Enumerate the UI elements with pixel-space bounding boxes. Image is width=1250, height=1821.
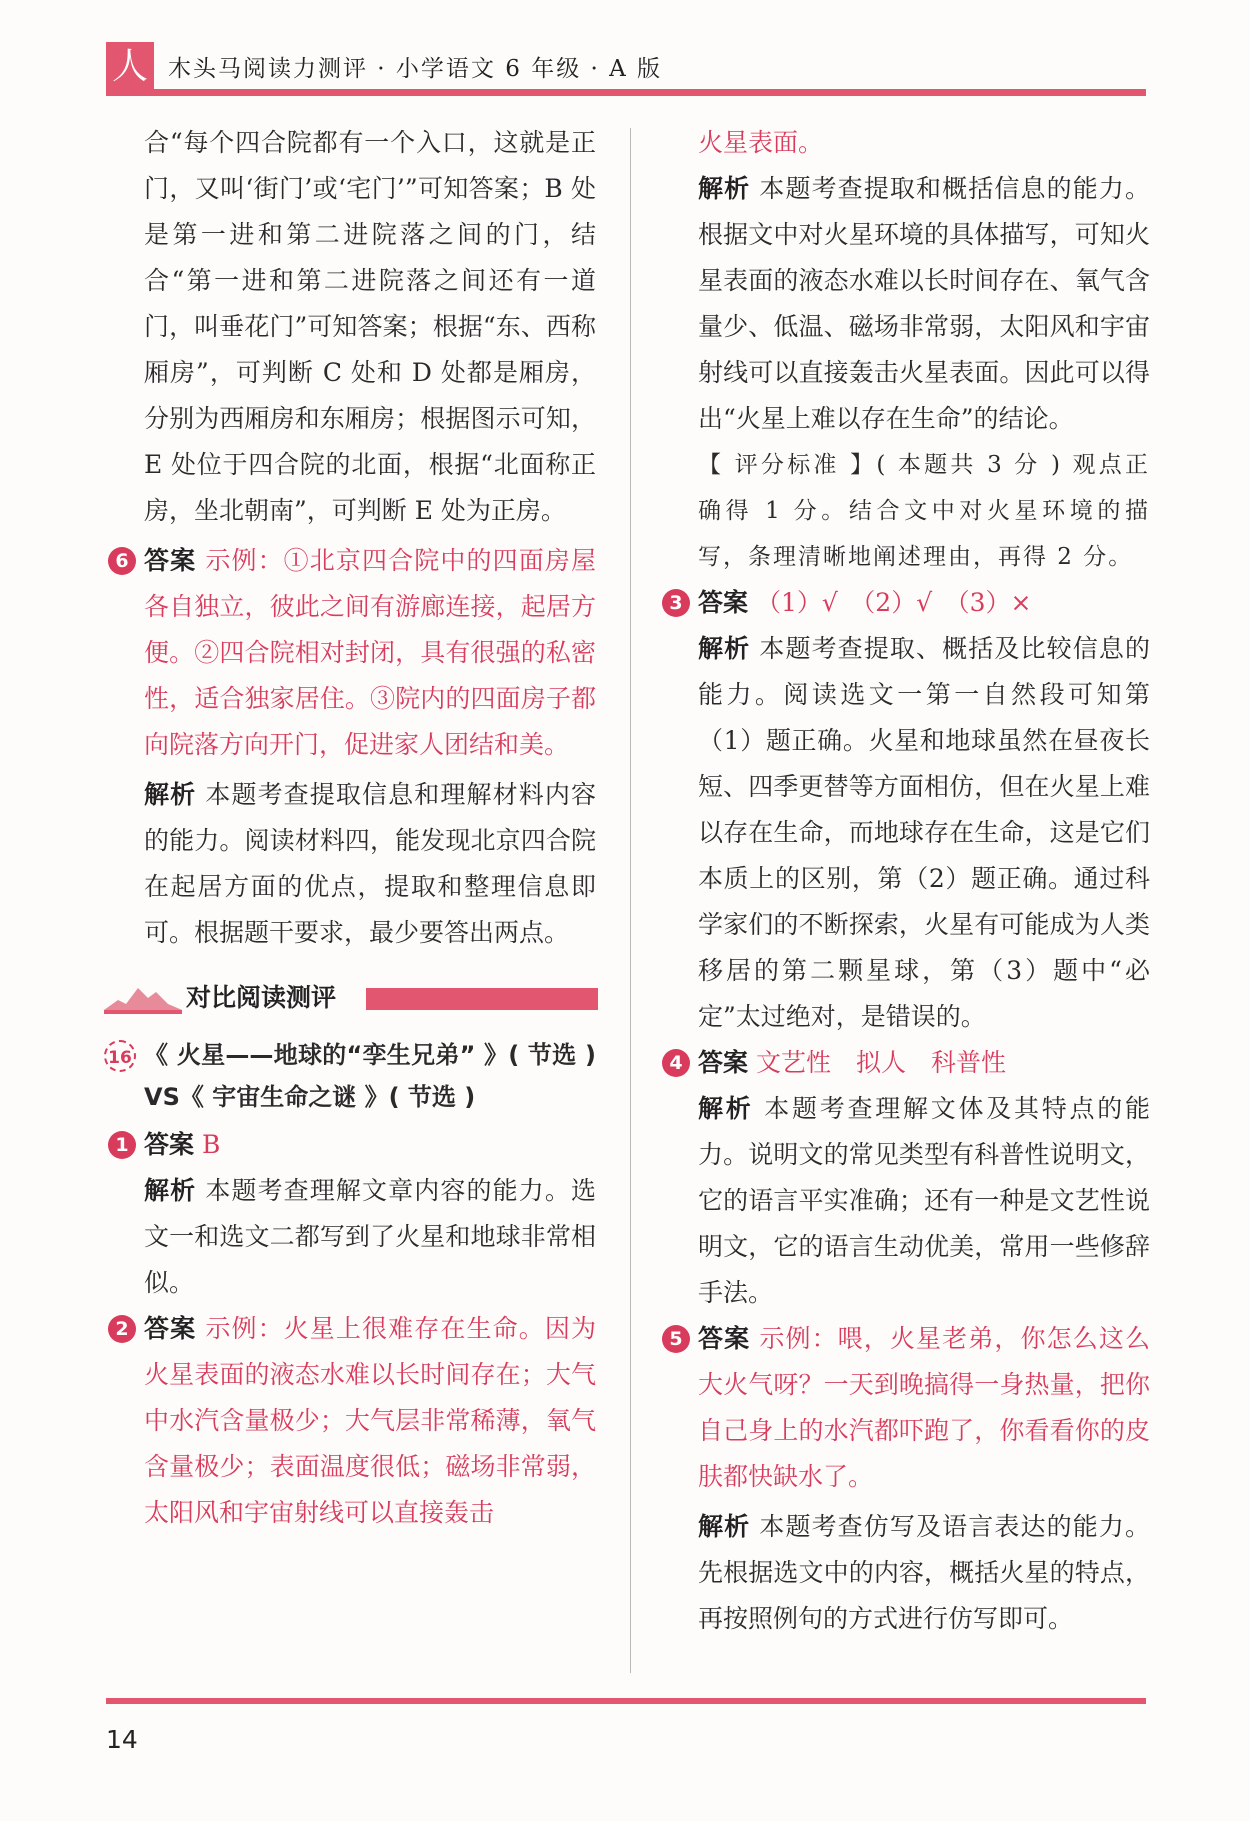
analysis-text: 本题考查理解文体及其特点的能力。说明文的常见类型有科普性说明文，它的语言平实准确；还有一种是文艺性说明文，它的语言生动优美，常用一些修辞手法。 (698, 1094, 1150, 1307)
answer-text: （1）√ （2）√ （3）× (755, 588, 1032, 617)
left-column (108, 120, 596, 1536)
answer-label: 答案 (144, 1130, 195, 1159)
analysis-text: 本题考查提取、概括及比较信息的能力。阅读选文一第一自然段可知第（1）题正确。火星和地球虽然在昼夜长短、四季更替等方面相仿，但在火星上难以存在生命，而地球存在生命，这是它们本质上的区别，第（2）题正确。通过科学家们的不断探索，火星有可能成为人类移居的第二颗星球，第（3）题中“必定”太过绝对，是错误的。 (698, 634, 1150, 1031)
analysis-label: 解析 (698, 634, 751, 663)
analysis-label: 解析 (144, 780, 197, 809)
answer-label: 答案 (144, 546, 197, 575)
analysis-text: 本题考查仿写及语言表达的能力。先根据选文中的内容，概括火星的特点，再按照例句的方式进行仿写即可。 (698, 1512, 1150, 1633)
book-title: 木头马阅读力测评 · 小学语文 6 年级 · A 版 (168, 56, 663, 82)
question-3 (669, 580, 1150, 1040)
question-4 (669, 1040, 1150, 1316)
analysis-label: 解析 (698, 1094, 754, 1123)
answer-text: 示例：①北京四合院中的四面房屋各自独立，彼此之间有游廊连接，起居方便。②四合院相对封闭，具有很强的私密性，适合独家居住。③院内的四面房子都向院落方向开门，促进家人团结和美。 (144, 546, 596, 759)
answer-text: B (201, 1130, 221, 1159)
answer-label: 答案 (698, 1048, 749, 1077)
question-number-badge: 3 (662, 589, 690, 617)
logo: 人 (106, 42, 154, 92)
analysis-text: 本题考查提取和概括信息的能力。根据文中对火星环境的具体描写，可知火星表面的液态水难以长时间存在、氧气含量少、低温、磁场非常弱，太阳风和宇宙射线可以直接轰击火星表面。因此可以得出“火星上难以存在生命”的结论。 (698, 174, 1150, 433)
article-number-badge: 16 (104, 1040, 136, 1072)
analysis-text: 本题考查提取信息和理解材料内容的能力。阅读材料四，能发现北京四合院在起居方面的优点，提取和整理信息即可。根据题干要求，最少要答出两点。 (144, 780, 596, 947)
analysis-label: 解析 (698, 1512, 751, 1541)
answer-continued: 火星表面。 (698, 128, 824, 157)
analysis-label: 解析 (144, 1176, 197, 1205)
question-number-badge: 5 (662, 1325, 690, 1353)
right-column (669, 120, 1150, 1642)
question-number-badge: 4 (662, 1049, 690, 1077)
answer-text: 文艺性 拟人 科普性 (755, 1048, 1006, 1077)
answer-label: 答案 (698, 1324, 751, 1353)
question-5 (669, 1316, 1150, 1642)
question-number-badge: 2 (108, 1315, 136, 1343)
section-title: 对比阅读测评 (186, 983, 337, 1012)
footer-rule (106, 1698, 1146, 1704)
column-divider (630, 128, 631, 1673)
analysis-label: 解析 (698, 174, 751, 203)
article-heading (108, 1034, 596, 1118)
analysis-text: 本题考查理解文章内容的能力。选文一和选文二都写到了火星和地球非常相似。 (144, 1176, 596, 1297)
page-header (106, 42, 1146, 96)
section-bar (366, 988, 598, 1010)
answer-text: 示例：火星上很难存在生命。因为火星表面的液态水难以长时间存在；大气中水汽含量极少；大气层非常稀薄，氧气含量极少；表面温度很低；磁场非常弱，太阳风和宇宙射线可以直接轰击 (144, 1314, 596, 1527)
answer-text: 示例：喂，火星老弟，你怎么这么大火气呀？一天到晚搞得一身热量，把你自己身上的水汽都吓跑了，你看看你的皮肤都快缺水了。 (698, 1324, 1150, 1491)
question-2 (115, 1306, 596, 1536)
question-6 (115, 538, 596, 956)
section-heading (104, 974, 596, 1022)
header-rule (106, 89, 1146, 96)
mountain-icon (104, 980, 182, 1014)
scoring-criteria: 【 评分标准 】( 本题共 3 分 ) 观点正确得 1 分。结合文中对火星环境的描写，条理清晰地阐述理由，再得 2 分。 (698, 452, 1150, 570)
question-1 (115, 1122, 596, 1306)
answer-label: 答案 (144, 1314, 197, 1343)
question-number-badge: 6 (108, 547, 136, 575)
page-number: 14 (106, 1725, 138, 1754)
article-title: 《 火星——地球的“孪生兄弟” 》( 节选 ) VS《 宇宙生命之谜 》( 节选 ) (144, 1041, 596, 1111)
answer-label: 答案 (698, 588, 749, 617)
intro-paragraph: 合“每个四合院都有一个入口，这就是正门，又叫‘街门’或‘宅门’”可知答案；B 处是第一进和第二进院落之间的门，结合“第一进和第二进院落之间还有一道门，叫垂花门”可知答案；根据“东、西称厢房”，可判断 C 处和 D 处都是厢房，分别为西厢房和东厢房；根据图示可知，E 处位于四合院的北面，根据“北面称正房，坐北朝南”，可判断 E 处为正房。 (144, 128, 596, 525)
question-number-badge: 1 (108, 1131, 136, 1159)
